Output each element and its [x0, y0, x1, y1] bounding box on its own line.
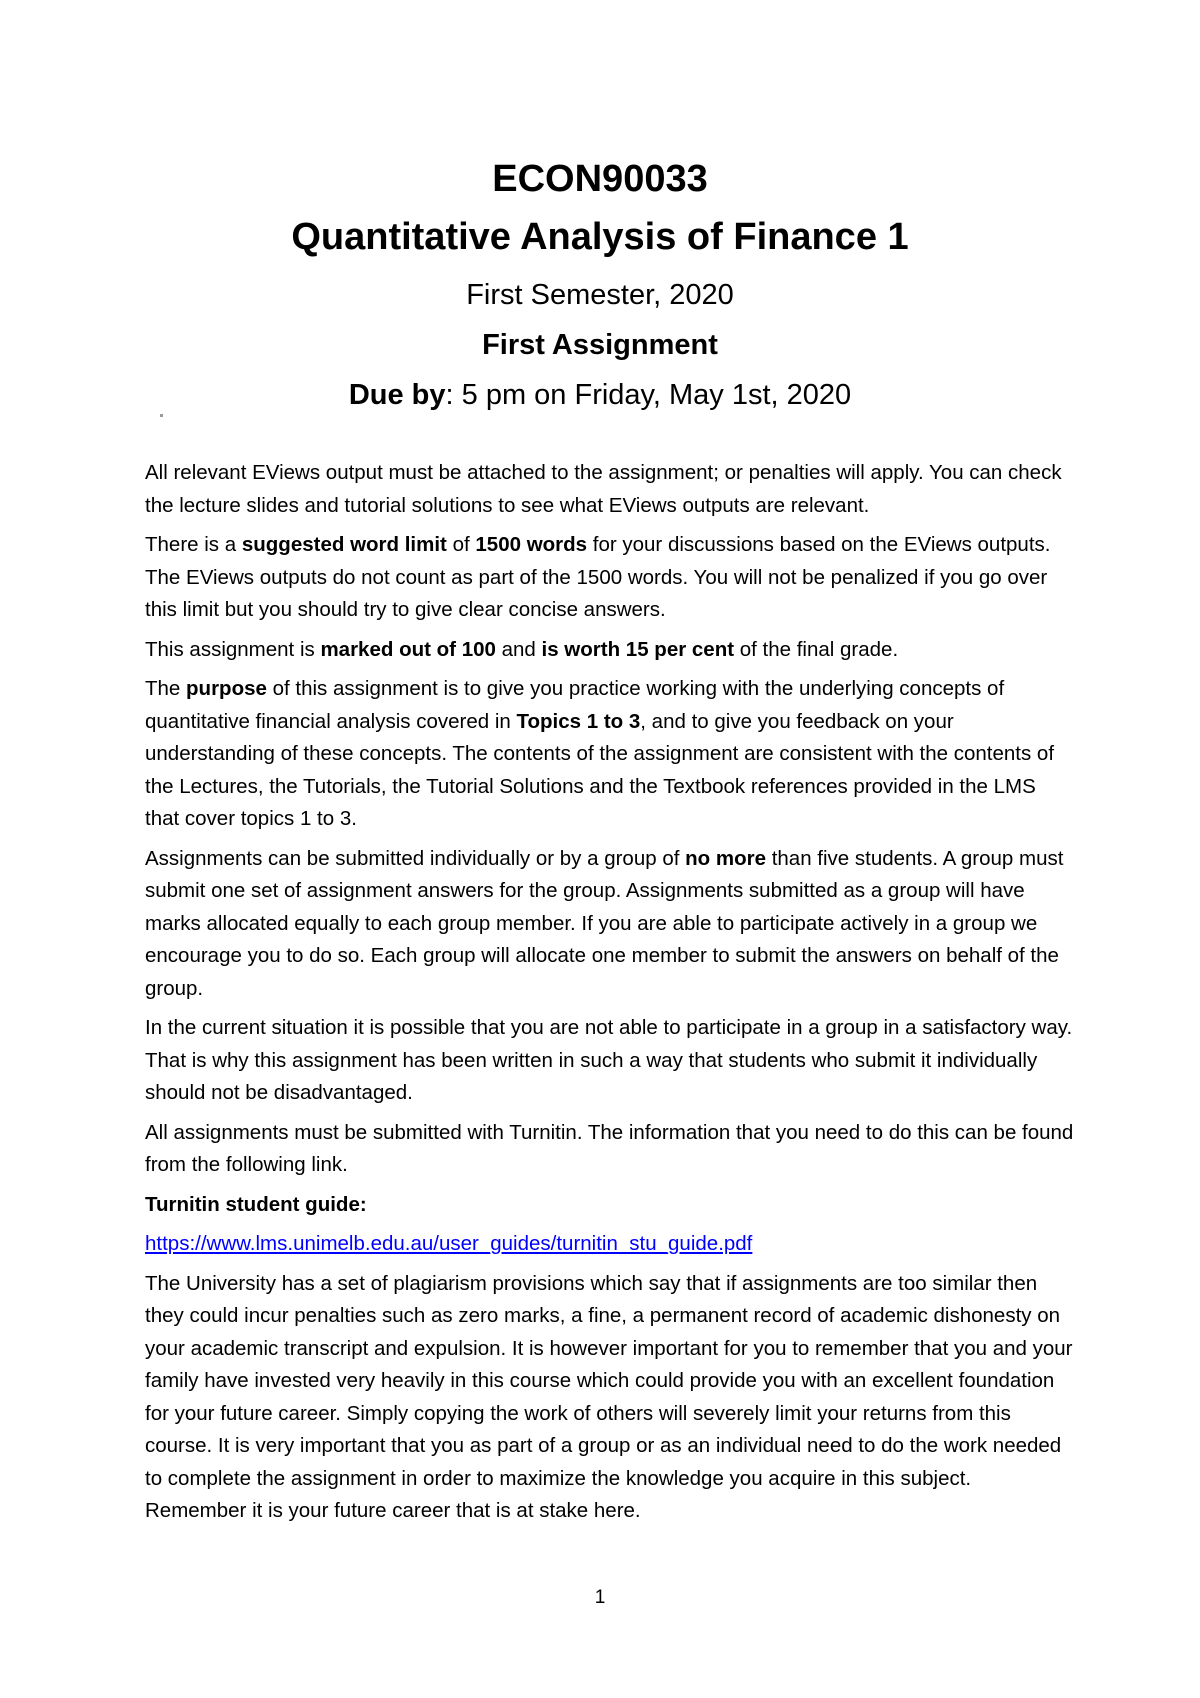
word-count-emphasis: 1500 words — [475, 533, 588, 556]
due-date — [0, 377, 1200, 413]
due-value: 5 pm on Friday, May 1st, 2020 — [453, 379, 852, 411]
text-span: of the final grade. — [734, 637, 899, 661]
no-more-emphasis: no more — [685, 846, 767, 870]
paragraph-plagiarism: The University has a set of plagiarism provisions which say that if assignments are too similar then they could incur penalties such as zero marks, a fine, a permanent record of academic dishonesty on your academic transcript and expulsion. It is however important for you to remember that you and your family have invested very heavily in this course which could provide you with an excellent foundation for your future career. Simply copying the work of others will severely limit your returns from this course. It is very important that you as part of a group or as an individual need to do the work needed to complete the assignment in order to maximize the knowledge you acquire in this subject. Remember it is your future career that is at stake here. — [145, 1271, 1073, 1522]
text-span: and — [495, 637, 542, 661]
text-span: of this assignment is to give you practice working with the underlying concepts of quantitative financial analysis covered in — [145, 677, 1005, 733]
page-number: 1 — [594, 1587, 606, 1608]
turnitin-guide-heading: Turnitin student guide: — [145, 1192, 367, 1216]
paragraph-eviews-output: All relevant EViews output must be attached to the assignment; or penalties will apply. You can check the lecture slides and tutorial solutions to see what EViews outputs are relevant. — [145, 461, 1062, 517]
paragraph-purpose — [145, 673, 1075, 836]
text-span: This assignment is — [145, 637, 321, 661]
course-name: Quantitative Analysis of Finance 1 — [291, 216, 909, 258]
assignment-instructions — [145, 457, 1075, 1535]
text-span: than five students. A group must submit one set of assignment answers for the group. Assignments submitted as a group will have marks allocated equally to each group member. If you are able to participate actively in a group we encourage you to do so. Each group will allocate one member to submit the answers on behalf of the group. — [145, 846, 1064, 1000]
text-span: , and to give you feedback on your understanding of these concepts. The contents of the assignment are consistent with the contents of the Lectures, the Tutorials, the Tutorial Solutions and the Textbook references provided in the LMS that cover topics 1 to 3. — [145, 709, 1055, 830]
weight-emphasis: is worth 15 per cent — [541, 637, 735, 661]
suggested-word-limit-emphasis: suggested word limit — [241, 533, 447, 556]
text-span: There is a — [145, 533, 242, 556]
paragraph-marks — [145, 634, 1075, 667]
title-block — [0, 155, 1200, 413]
topics-emphasis: Topics 1 to 3 — [516, 709, 641, 733]
turnitin-guide-link-line — [145, 1228, 1075, 1261]
text-span: for your discussions based on the EViews outputs. The EViews outputs do not count as part of the 1500 words. You will not be penalized if you go over this limit but you should try to give clear concise answers. — [145, 533, 1051, 621]
paragraph-word-limit — [145, 529, 1075, 627]
course-code: ECON90033 — [492, 158, 708, 200]
paragraph-current-situation: In the current situation it is possible that you are not able to participate in a group in a satisfactory way. That is why this assignment has been written in such a way that students who submit it individually should not be disadvantaged. — [145, 1016, 1073, 1104]
paragraph-groups — [145, 843, 1075, 1006]
text-span: The — [145, 677, 187, 700]
purpose-emphasis: purpose — [186, 677, 267, 700]
due-colon: : — [445, 379, 454, 411]
due-label: Due by — [348, 379, 446, 411]
marks-emphasis: marked out of 100 — [320, 637, 496, 661]
semester: First Semester, 2020 — [466, 279, 734, 311]
paragraph-turnitin-info: All assignments must be submitted with Turnitin. The information that you need to do this can be found from the following link. — [145, 1120, 1074, 1176]
paragraph-marker — [160, 414, 163, 417]
turnitin-guide-link[interactable]: https://www.lms.unimelb.edu.au/user_guides/turnitin_stu_guide.pdf — [145, 1232, 753, 1255]
assignment-title: First Assignment — [482, 329, 718, 361]
text-span: Assignments can be submitted individually or by a group of — [145, 846, 686, 870]
text-span: of — [446, 533, 476, 556]
